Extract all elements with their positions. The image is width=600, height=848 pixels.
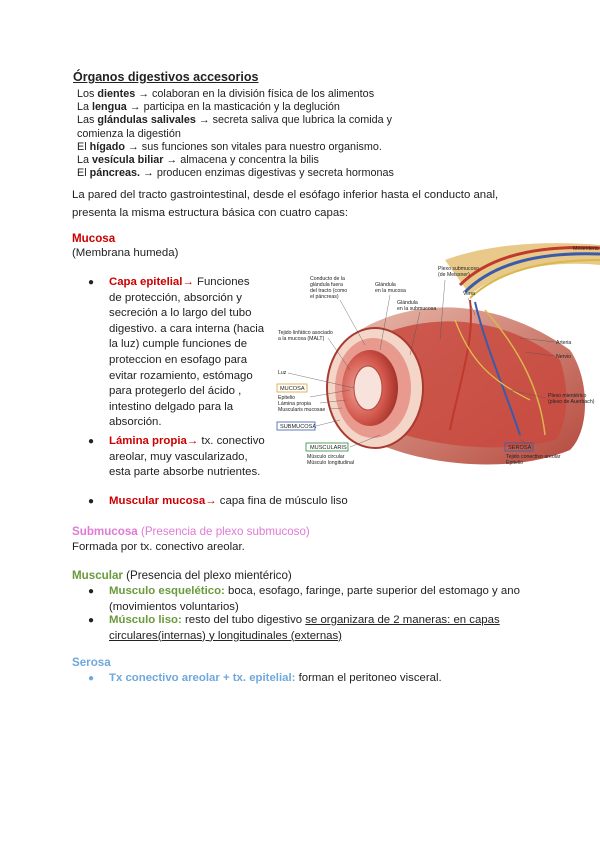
label-tejido-conectivo: Tejido conectivo areolar [506,454,561,460]
intro-paragraph: La pared del tracto gastrointestinal, desde el esófago inferior hasta el conducto anal, presenta la misma estructura básica con cuatro capas: [72,189,499,219]
label-plexo-mienterico: Plexo mientérico [548,393,587,399]
label-muscularis-box: MUSCULARIS [310,445,347,451]
bullet-icon: ● [88,586,95,597]
list-item: Los dientes → colaboran en la división física de los alimentos [77,88,375,100]
bullet-icon: ● [88,277,95,288]
svg-text:a la mucosa (MALT): a la mucosa (MALT) [278,336,325,342]
label-serosa-box: SEROSA [508,445,532,451]
bullet-icon: ● [88,496,95,507]
svg-text:el páncreas): el páncreas) [310,294,339,300]
accesorios-title: Órganos digestivos accesorios [73,70,259,84]
label-lamina-propia: Lámina propia [278,401,311,407]
label-submucosa-box: SUBMUCOSA [280,424,317,430]
list-item: El páncreas. → producen enzimas digestivas y secreta hormonas [77,167,394,180]
serosa-title: Serosa [72,656,111,669]
svg-text:en la mucosa: en la mucosa [375,288,406,294]
label-muscularis-mucosae: Muscularis mucosae [278,407,326,413]
label-mesenterio: Mesenterio [573,246,599,252]
accesorios-list [77,88,407,180]
label-conducto: Conducto de la [310,276,345,282]
musculo-esqueletico-item: ● Musculo esquelético: boca, esofago, faringe, parte superior del estomago y ano (movimientos voluntarios) [88,585,520,613]
mucosa-subtitle: (Membrana humeda) [72,247,179,259]
lamina-propia-item: ● Lámina propia→ tx. conectivo areolar, muy vascularizado, esta parte absorbe nutrientes. [88,435,265,479]
svg-text:(plexo de Auerbach): (plexo de Auerbach) [548,399,595,405]
digestive-wall-diagram [270,240,600,490]
label-epitelio-serosa: Epitelio [506,460,524,466]
submucosa-title: Submucosa (Presencia de plexo submucoso) [72,525,310,538]
muscular-title: Muscular (Presencia del plexo mientérico) [72,569,292,582]
musculo-liso-item: ● Músculo liso: resto del tubo digestivo se organizara de 2 maneras: en capas circulares(internas) y longitudinales (externas) [88,614,500,642]
mucosa-title: Mucosa [72,232,116,245]
label-malt: Tejido linfático asociado [278,330,333,336]
label-glandula-submucosa: Glándula [397,300,418,306]
label-musculo-circular: Músculo circular [307,454,345,460]
list-item: comienza la digestión [77,127,181,140]
svg-text:(de Meissner): (de Meissner) [438,272,470,278]
label-plexo-submucoso: Plexo submucoso [438,266,479,272]
label-nervio: Nervio [556,354,571,360]
muscular-mucosa-item: ● Muscular mucosa→ capa fina de músculo liso [88,494,408,512]
list-item: La vesícula biliar → almacena y concentra la bilis [77,154,319,167]
bullet-icon: ● [88,615,95,626]
list-item: Las glándulas salivales → secreta saliva que lubrica la comida y [77,114,393,127]
svg-text:en la submucosa: en la submucosa [397,306,437,312]
submucosa-text: Formada por tx. conectivo areolar. [72,541,245,553]
svg-text:del tracto (como: del tracto (como [310,288,348,294]
label-musculo-longitudinal: Músculo longitudinal [307,460,355,466]
list-item: El hígado → sus funciones son vitales para nuestro organismo. [77,140,382,153]
capa-epitelial-item: ● Capa epitelial→ Funciones de protección, absorción y secreción a lo largo del tubo digestivo. a cara interna (hacia la luz) cumple funciones de proteccion en esofago para evitar rozamiento, estómago para protegerlo del ácido , intestino delgado para la absorción. [88,276,265,429]
serosa-item: ● Tx conectivo areolar + tx. epitelial: forman el peritoneo visceral. [88,671,528,689]
label-vena: Vena [463,291,475,297]
lumen [354,366,382,410]
label-glandula-mucosa: Glándula [375,282,396,288]
svg-text:glándula fuera: glándula fuera [310,282,343,288]
label-arteria: Arteria [556,340,572,346]
label-luz: Luz [278,370,287,376]
bullet-icon: ● [88,436,95,447]
bullet-icon: ● [88,673,95,684]
label-mucosa-box: MUCOSA [280,386,305,392]
label-epitelio: Epitelio [278,395,296,401]
list-item: La lengua → participa en la masticación y la deglución [77,101,340,114]
